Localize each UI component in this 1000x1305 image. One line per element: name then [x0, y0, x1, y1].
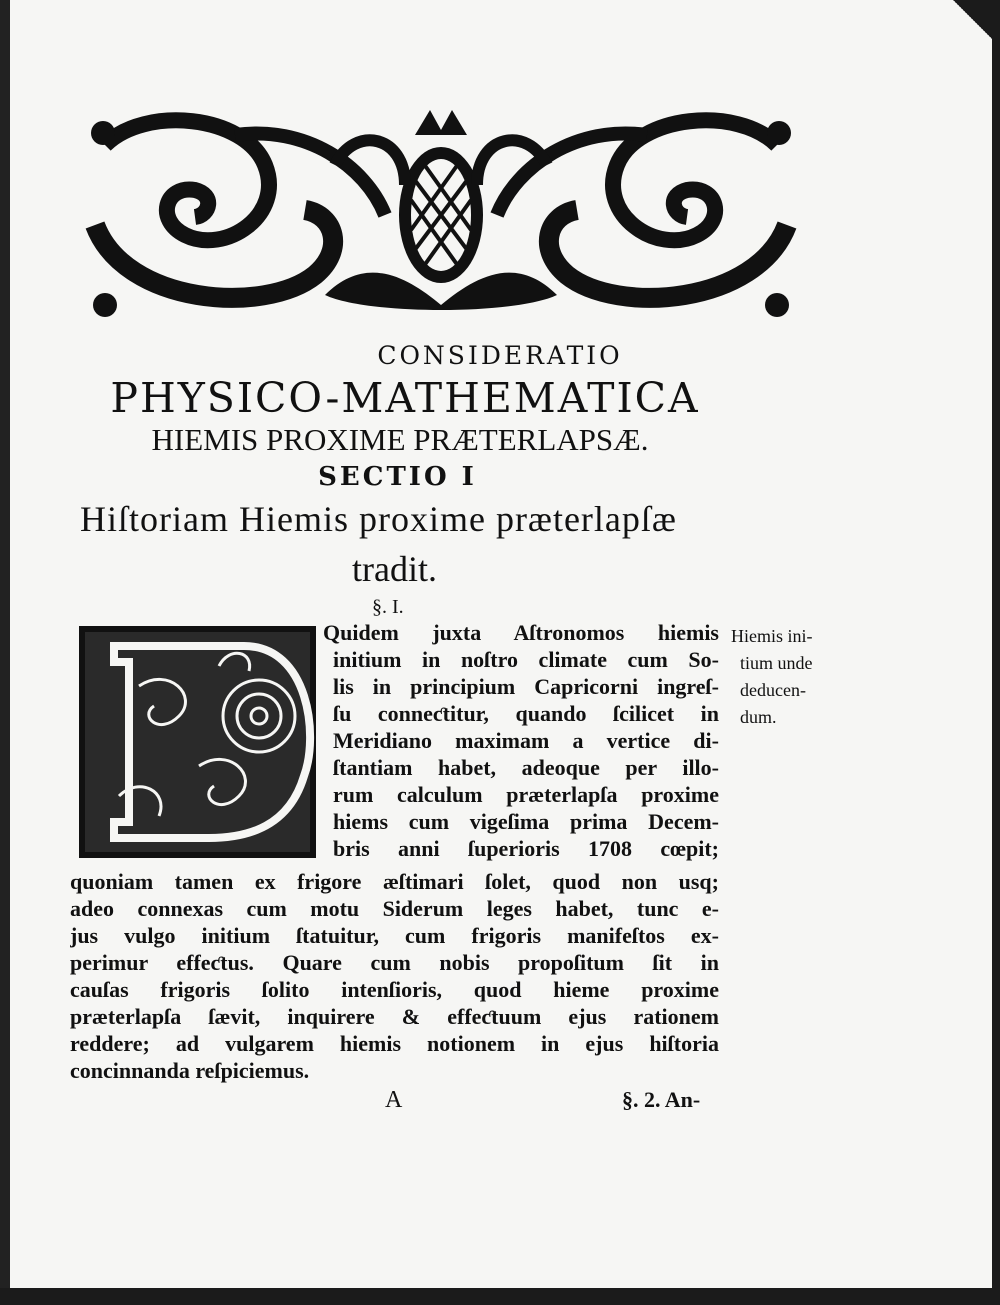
- body-line: ſtantiam habet, adeoque per illo-: [333, 755, 719, 780]
- body-line: bris anni ſuperioris 1708 cœpit;: [333, 836, 719, 861]
- section-heading: SECTIO I: [318, 462, 477, 492]
- catchword: §. 2. An-: [622, 1087, 701, 1112]
- section-subtitle-line1: Hiſtoriam Hiemis proxime præterlapſæ: [80, 499, 677, 539]
- body-line: Meridiano maximam a vertice di-: [333, 728, 719, 753]
- title-considreratio: CONSIDERATIO: [377, 341, 623, 370]
- margin-note-line: Hiemis ini-: [731, 626, 813, 646]
- section-subtitle-line2: tradit.: [352, 549, 437, 589]
- body-line: concinnanda reſpiciemus.: [70, 1058, 310, 1083]
- page-corner: [948, 0, 1000, 42]
- body-line: rum calculum præterlapſa proxime: [333, 782, 719, 807]
- body-line: Quidem juxta Aſtronomos hiemis: [323, 620, 719, 645]
- signature-mark: A: [385, 1087, 403, 1113]
- body-line: initium in noſtro climate cum So-: [333, 647, 719, 672]
- body-line: jus vulgo initium ſtatuitur, cum frigoris manifeſtos ex-: [70, 923, 719, 948]
- body-line: præterlapſa ſævit, inquirere & effeƈtuum ejus rationem: [70, 1004, 719, 1029]
- book-spine-shadow: [0, 0, 10, 1305]
- body-line: cauſas frigoris ſolito intenſioris, quod hieme proxime: [70, 977, 719, 1002]
- body-line: ſu conneƈtitur, quando ſcilicet in: [333, 701, 719, 726]
- ornamental-headpiece: [85, 105, 797, 323]
- title-hiemis: HIEMIS PROXIME PRÆTERLAPSÆ.: [151, 422, 649, 457]
- body-line: quoniam tamen ex frigore æſtimari ſolet, quod non usq;: [70, 869, 719, 894]
- margin-note-line: dum.: [740, 707, 777, 727]
- body-line: adeo connexas cum motu Siderum leges habet, tunc e-: [70, 896, 719, 921]
- margin-note-line: deducen-: [740, 680, 806, 700]
- title-physico-mathematica: PHYSICO-MATHEMATICA: [110, 374, 700, 422]
- paragraph-number: §. I.: [372, 596, 404, 618]
- body-line: perimur effeƈtus. Quare cum nobis propoſitum ſit in: [70, 950, 719, 975]
- page-bottom-edge: [0, 1288, 1000, 1305]
- decorated-initial: [79, 626, 316, 858]
- body-line: hiems cum vigeſima prima Decem-: [333, 809, 719, 834]
- body-line: lis in principium Capricorni ingreſ-: [333, 674, 719, 699]
- margin-note-line: tium unde: [740, 653, 813, 673]
- body-line: reddere; ad vulgarem hiemis notionem in ejus hiſtoria: [70, 1031, 719, 1056]
